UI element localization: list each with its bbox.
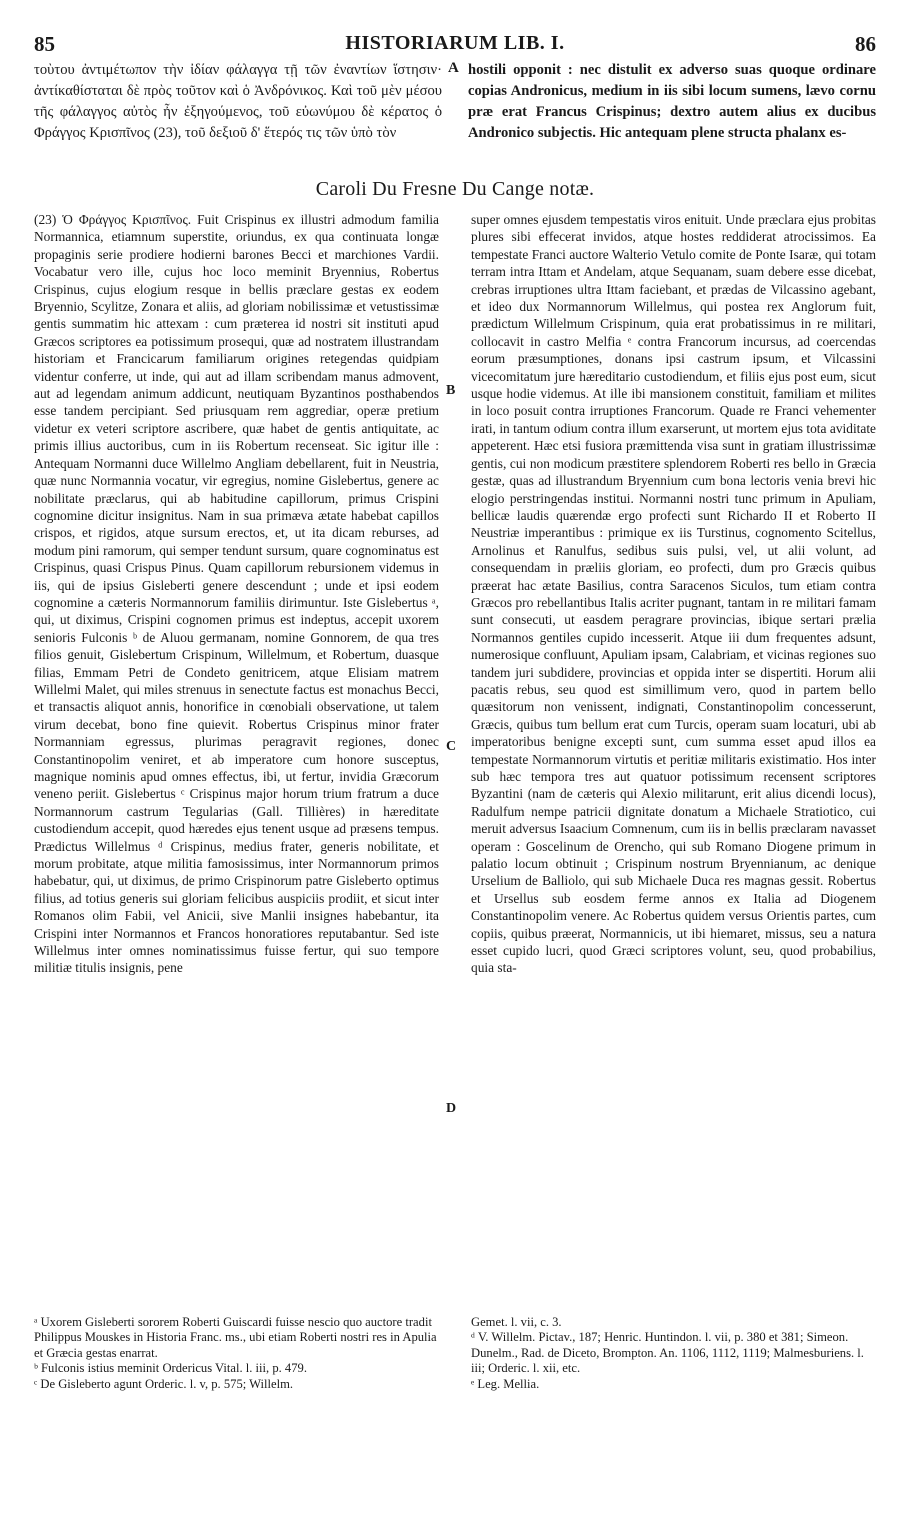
note-column-right <box>471 211 876 977</box>
page-number-right: 86 <box>855 32 876 56</box>
footnote: ᵇ Fulconis istius meminit Ordericus Vital. l. iii, p. 479. <box>34 1361 307 1376</box>
page-number-left: 85 <box>34 32 55 56</box>
notes-body <box>34 211 876 1301</box>
margin-marker-d: D <box>446 1101 457 1116</box>
margin-marker-b: B <box>446 383 456 398</box>
note-column-left <box>34 211 439 977</box>
footnote: ᶜ De Gisleberto agunt Orderic. l. v, p. 575; Willelm. <box>34 1376 294 1391</box>
greek-text-column <box>34 60 442 144</box>
main-text <box>34 60 876 168</box>
latin-text-column <box>468 60 876 144</box>
note-text-left: (23) Ὁ Φράγγος Κρισπῖνος. Fuit Crispinus ex illustri admodum familia Normannica, etiamnum superstite, oriundus, ex qua continuata longæ propaginis serie prodiere hodierni barones Becci et marchiones Vardii. Vocabatur vero ille, cujus hoc loco meminit Bryennius, Robertus Crispinus, cujus elogium resque in bellis præclare gestas ex eodem Bryennio, Scylitze, Zonara et aliis, ad gloriam nobilissimæ et vetustissimæ gentis summatim hic attexam : cum præterea id nostri sit instituti apud Græcos scriptores ea potissimum prosequi, quæ ad nostratem illustrandam historiam et Francicarum familiarum origines retegendas quidpiam videntur conferre, ut inde, qui aut ad illam scribendam manus admovent, aut ad legendam animum addicunt, neutiquam Byzantinos posthabendos esse tandem percipiant. Sed priusquam rem aggrediar, operæ pretium videtur ex veteri scriptore ascribere, quæ habet de gentis antiquitate, ac primis illius auctoribus, cum in iis Robertum recenseat. Sic igitur ille : Antequam Normanni duce Willelmo Angliam debellarent, fuit in Neustria, quæ nunc Normannia vocatur, vir egregius, nomine Gislebertus, genere ac nobilitate præclarus, qui ab habitudine capillorum, primus Crispini cognomine dicitur insignitus. Nam in sua primæva ætate habebat capillos crispos, et rigidos, atque sursum erectos, et, ut ita dicam reburses, ad modum pini ramorum, qui semper tendunt sursum, quare cognominatus est Crispinus, quasi Crispus Pinus. Quam capillorum rebursionem videmus in iis, qui de ipsius Gisleberti genere descendunt ; unde et ipsi eodem cognomine a cæteris Normannorum familiis dirimuntur. Iste Gislebertus ᵃ, qui, ut diximus, Crispini cognomen primus est indeptus, accepit uxorem senioris Fulconis ᵇ de Aluou germanam, nomine Gonnorem, de qua tres filios genuit, Gislebertum Crispinum, Willelmum, et Robertum, duasque filias, Emmam Petri de Condeto genitricem, atque Elisiam matrem Willelmi Malet, qui miles strenuus in senectute factus est monachus Becci, et transactis aliquot annis, honorifice in cœnobiali observatione, ut talem virum decebat, bono fine quievit. Robertus Crispinus minor frater Normanniam egressus, plurimas peragravit regiones, donec Constantinopolim veniret, et ab imperatore cum honore susceptus, magnique nominis apud omnes effectus, ibi, ut fertur, invidia Græcorum veneno periit. Gislebertus ᶜ Crispinus major horum trium fratrum a duce Normannorum castrum Tegularias (Gall. Tillières) in hæreditate custodiendum accepit, quod hæredes ejus tenent usque ad præsens tempus. Prædictus Willelmus ᵈ Crispinus, medius frater, generis nobilitate, et morum probitate, atque militia famosissimus, inter Normannorum primos habebatur, qui, ut diximus, de primo Crispinorum patre Gisleberto optimus filius, ad totius generis sui gloriam felicibus auspiciis prodiit, et sicut inter Romanos olim Fabii, vel Anicii, sive Manlii insignes habebantur, ita Crispini inter Normannos et Francos honoratiores reputabantur. Sed iste Willelmus inter omnes nominatissimus fuisse fertur, qui suo tempore militiæ titulis insignis, pene <box>34 212 439 976</box>
footnotes <box>34 1315 876 1425</box>
margin-marker-a: A <box>448 60 459 76</box>
notes-title: Caroli Du Fresne Du Cange notæ. <box>315 178 595 200</box>
running-header <box>34 30 876 56</box>
page <box>34 30 876 1425</box>
running-title: HISTORIARUM LIB. I. <box>345 32 565 54</box>
latin-text: hostili opponit : nec distulit ex adverso suas quoque ordinare copias Andronicus, medium in iis sibi locum sumens, lævo cornu præ erat Francus Crispinus; dextro autem alius ex ducibus Andronico subjectis. Hic antequam plene structa phalanx es- <box>468 62 876 141</box>
footnotes-left <box>34 1315 439 1392</box>
footnote: ᵈ V. Willelm. Pictav., 187; Henric. Huntindon. l. vii, p. 380 et 381; Simeon. Dunelm., Rad. de Diceto, Brompton. An. 1106, 1112, 1119; Malmesburiens. l. iii; Orderic. l. xii, etc. <box>471 1330 864 1376</box>
note-text-right: super omnes ejusdem tempestatis viros enituit. Unde præclara ejus probitas plures sibi effecerat invidos, atque hostes reddiderat atrocissimos. Ea tempestate Franci auctore Walterio Vetulo comite de Ponte Isaræ, qui totam terram intra Ittam et Andelam, atque Sequanam, suam debere esse dicebat, crebras irruptiones ultra Ittam faciebant, et prædas de Vilcassino agebant, et ideo dux Normannorum Willelmus, qui postea rex Anglorum fuit, prædictum Willelmum Crispinum, quia erat probatissimus in re militari, collocavit in castro Melfia ᵉ contra Francorum incursus, ad coercendas eorum præsumptiones, donans ipsi castrum ipsum, et Vilcassini vicecomitatum jure hæreditario custodiendum, et filiis ejus post eum, sicut usque hodie videmus. At ille ibi mansionem constituit, familiam et milites in loco posuit contra irruptiones Francorum. Quade re Franci vehementer irati, in tantum odium contra illum exarserunt, ut mortem ejus tota aviditate appeterent. Hæc etsi fusiora præmittenda visa sunt in gratiam illustrissimæ gentis, cui non modicum præstitere splendorem Roberti res bello in Græcia gestæ, quas ad illustrandum Bryennium cum bona lectoris venia brevi hic elogio perstringendas institui. Normanni nostri tunc primum in Apuliam, bellicæ laudis quærendæ ergo profecti sunt Richardo II et Roberto II Neustriæ imperantibus : primique ex iis Turstinus, cognomento Scitellus, Arnolinus et Ranulfus, sedibus suis pulsi, vel, ut alii volunt, ad consequendam in præliis gloriam, eo profecti, dum pro Græcis quibus præerat hac ætate Basilius, contra Saracenos Siculos, tum etiam contra Græcos pro rebellantibus Italis acriter pugnant, tantam in re militari famam sunt consecuti, ut easdem peragrare provincias, ibique sertari prælia Normannos gentiles cupido incesserit. Atque iii dum frequentes adsunt, numerosique confluunt, Apuliam ipsam, Calabriam, et vicinas regiones suo tandem juri subdidere, provincias et oppida inter se dispertiti. Horum alii pacatis rebus, seu quod est simillimum vero, quod in partem bello quæsitorum non venissent, indignati, Constantinopolim concesserunt, Græcis, quibus tum bellum erat cum Turcis, operam suam locaturi, ubi ab imperatoribus benigne excepti sunt, cum summa esset apud illos ea tempestate Normannorum virtutis et peritiæ militaris existimatio. Hos inter sub hæc tempora tres aut quatuor potissimum recensent scriptores Byzantini (nam de cæteris qui Alexio militarunt, erit alius dicendi locus), Radulfum nempe patricii dignitate donatum a Michaele Stratiotico, cui meruit adversus Isaacium Comnenum, cum iis in bellis præclaram navasset operam : Goscelinum de Orencho, qui sub Romano Diogene primum in palatio locum obtinuit ; Crispinum nostrum Bryennianum, ac denique Urselium de Balliolo, qui sub Michaele Duca res magnas gessit. Robertus et Ursellus sub eosdem ferme annos ex Italia ad Diogenem Constantinopolim venere. Ac Robertus quidem versus Orientis partes, cum copiis, quibus præerat, Normannicis, ut ibi hiemaret, missus, seu a natura esset cupido lucri, quod Græci scriptores volunt, seu, quod probabilius, quia sta- <box>471 212 876 976</box>
margin-marker-c: C <box>446 739 457 754</box>
greek-text: τοὺτου ἀντιμέτωπον τὴν ἰδίαν φάλαγγα τῇ τῶν ἐναντίων ἵστησιν· ἀντίκαθίσταται δὲ πρὸς τοῦτον καὶ ὁ Ἀνδρόνικος. Καὶ τοῦ μὲν μέσου τῆς φάλαγγος αὐτὸς ἦν ἐξηγούμενος, τοῦ εὐωνύμου δὲ κέρατος ὁ Φράγγος Κρισπῖνος (23), τοῦ δεξιοῦ δ' ἕτερός τις τῶν ὑπὸ τὸν <box>34 62 442 141</box>
footnote: Gemet. l. vii, c. 3. <box>471 1315 562 1329</box>
footnote: ᵉ Leg. Mellia. <box>471 1376 540 1391</box>
footnote: ᵃ Uxorem Gisleberti sororem Roberti Guiscardi fuisse nescio quo auctore tradit Philippus Mouskes in Historia Franc. ms., ubi etiam Roberti nostri res in Apulia et Græcia gestas enarrat. <box>34 1315 437 1360</box>
footnotes-right <box>471 1315 876 1392</box>
